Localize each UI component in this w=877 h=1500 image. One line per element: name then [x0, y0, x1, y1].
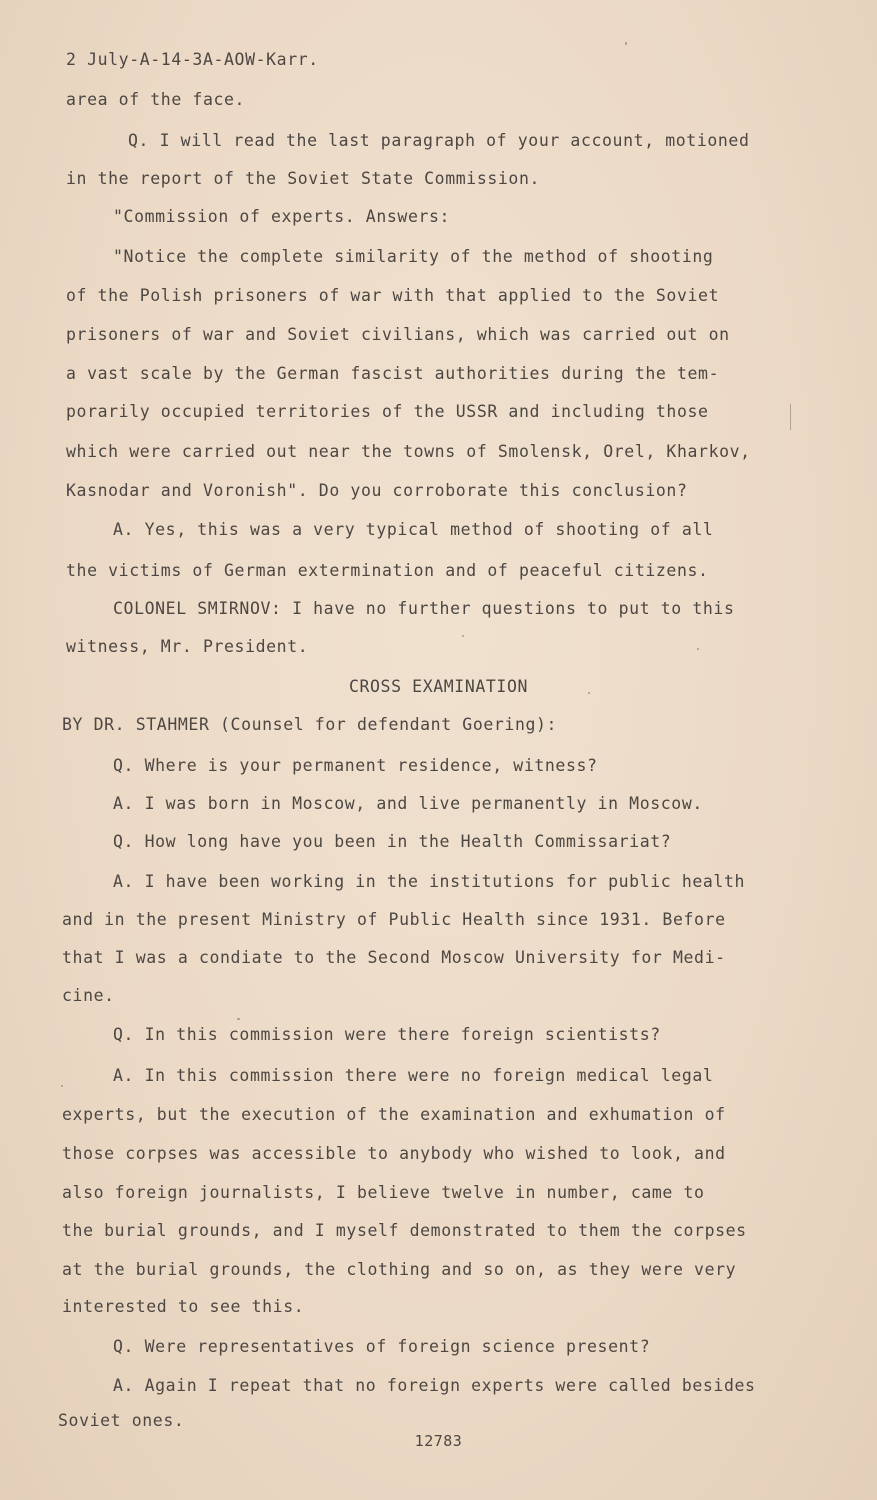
text-line: Q. In this commission were there foreign scientists? [113, 1025, 661, 1044]
text-line: also foreign journalists, I believe twelve in number, came to [62, 1183, 705, 1202]
text-line: "Notice the complete similarity of the method of shooting [113, 247, 714, 266]
text-line: BY DR. STAHMER (Counsel for defendant Goering): [62, 715, 558, 734]
text-line: interested to see this. [62, 1297, 305, 1316]
paper-speck [625, 42, 627, 45]
text-line: A. Again I repeat that no foreign experts were called besides [113, 1376, 756, 1395]
text-line: Q. How long have you been in the Health Commissariat? [113, 832, 672, 851]
text-line: the burial grounds, and I myself demonstrated to them the corpses [62, 1221, 747, 1240]
paper-speck [697, 648, 699, 650]
paper-speck [462, 635, 464, 637]
text-line: A. I was born in Moscow, and live permanently in Moscow. [113, 794, 703, 813]
text-line: experts, but the execution of the examination and exhumation of [62, 1105, 726, 1124]
text-line: COLONEL SMIRNOV: I have no further questions to put to this [113, 599, 735, 618]
text-line: those corpses was accessible to anybody who wished to look, and [62, 1144, 726, 1163]
paper-speck [237, 1018, 240, 1020]
text-line: witness, Mr. President. [66, 637, 309, 656]
page-number: 12783 [414, 1432, 463, 1450]
section-heading: CROSS EXAMINATION [348, 677, 529, 696]
text-line: Q. Were representatives of foreign science present? [113, 1337, 651, 1356]
text-line: area of the face. [66, 90, 246, 109]
paper-speck [588, 692, 590, 694]
paper-mark [790, 404, 791, 430]
text-line: and in the present Ministry of Public Health since 1931. Before [62, 910, 726, 929]
text-line: prisoners of war and Soviet civilians, which was carried out on [66, 325, 730, 344]
text-line: that I was a condiate to the Second Moscow University for Medi- [62, 948, 726, 967]
text-line: which were carried out near the towns of Smolensk, Orel, Kharkov, [66, 442, 751, 461]
text-line: "Commission of experts. Answers: [113, 207, 451, 226]
text-line: porarily occupied territories of the USSR and including those [66, 402, 709, 421]
text-line: at the burial grounds, the clothing and so on, as they were very [62, 1260, 737, 1279]
text-line: of the Polish prisoners of war with that applied to the Soviet [66, 286, 720, 305]
paper-speck [61, 1085, 63, 1087]
document-header: 2 July-A-14-3A-AOW-Karr. [66, 50, 319, 69]
text-line: A. Yes, this was a very typical method of shooting of all [113, 520, 714, 539]
text-line: A. I have been working in the institutions for public health [113, 872, 746, 891]
text-line: Q. I will read the last paragraph of your account, motioned [128, 131, 750, 150]
text-line: Kasnodar and Voronish". Do you corroborate this conclusion? [66, 481, 688, 500]
text-line: Soviet ones. [58, 1411, 185, 1430]
text-line: Q. Where is your permanent residence, witness? [113, 756, 598, 775]
text-line: in the report of the Soviet State Commission. [66, 169, 541, 188]
text-line: A. In this commission there were no foreign medical legal [113, 1066, 714, 1085]
text-line: cine. [62, 986, 115, 1005]
text-line: the victims of German extermination and of peaceful citizens. [66, 561, 709, 580]
text-line: a vast scale by the German fascist authorities during the tem- [66, 364, 720, 383]
